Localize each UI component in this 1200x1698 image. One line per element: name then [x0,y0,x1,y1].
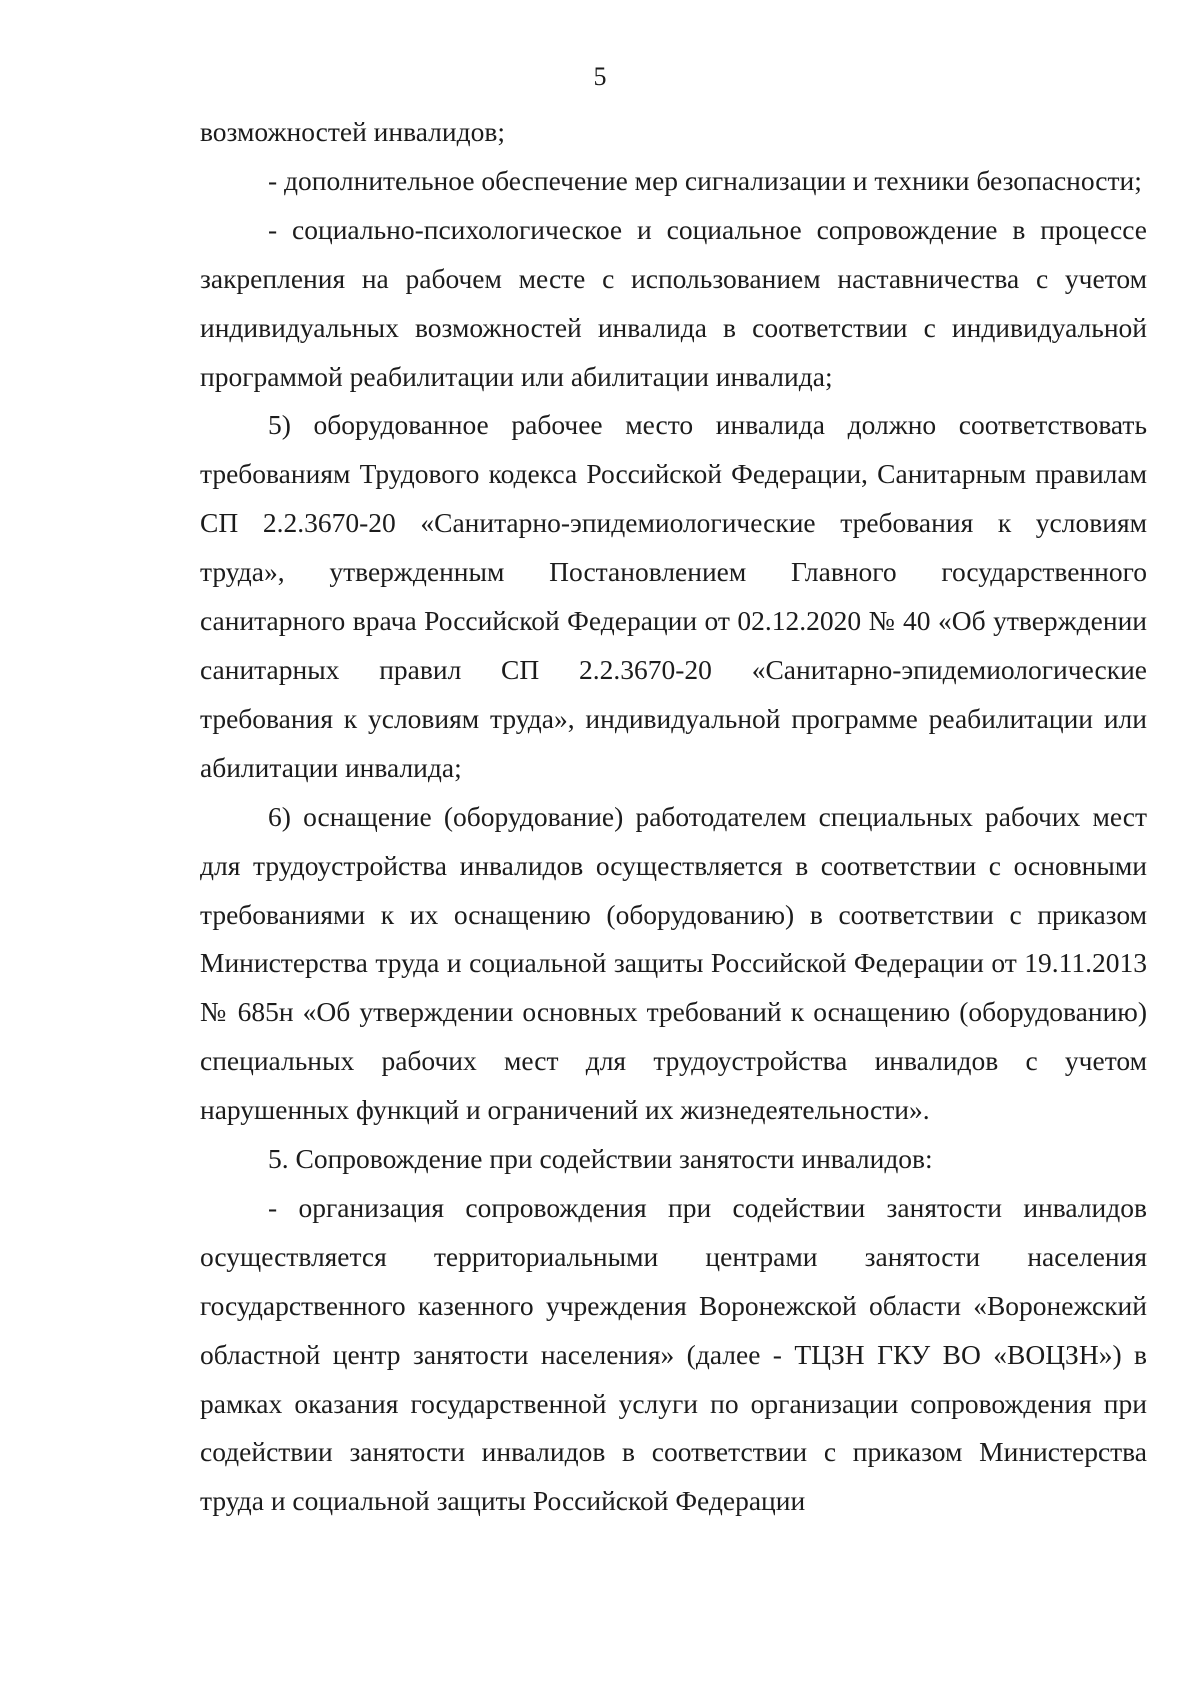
paragraph-social-support: - социально-психологическое и социальное сопровождение в процессе закрепления на рабочем месте с использованием наставничества с учетом индивидуальных возможностей инвалида в соответствии с индивидуальной программой реабилитации или абилитации инвалида; [200,213,1147,392]
paragraph-continuation: возможностей инвалидов; [200,116,505,147]
paragraph-item-5: 5) оборудованное рабочее место инвалида должно соответствовать требованиям Трудового кодекса Российской Федерации, Санитарным правилам СП 2.2.3670-20 «Санитарно-эпидемиологические требования к условиям труда», утвержденным Постановлением Главного государственного санитарного врача Российской Федерации от 02.12.2020 № 40 «Об утверждении санитарных правил СП 2.2.3670-20 «Санитарно-эпидемиологические требования к условиям труда», индивидуальной программе реабилитации или абилитации инвалида; [200,409,1147,783]
paragraph-item-6: 6) оснащение (оборудование) работодателем специальных рабочих мест для трудоустройства инвалидов осуществляется в соответствии с основными требованиями к их оснащению (оборудованию) в соответствии с приказом Министерства труда и социальной защиты Российской Федерации от 19.11.2013 № 685н «Об утверждении основных требований к оснащению (оборудованию) специальных рабочих мест для трудоустройства инвалидов с учетом нарушенных функций и ограничений их жизнедеятельности». [200,800,1147,1126]
page-number: 5 [593,62,607,91]
section-heading-5: 5. Сопровождение при содействии занятости инвалидов: [268,1143,933,1175]
document-body [200,108,1147,1526]
paragraph-alarm-safety: - дополнительное обеспечение мер сигнализации и техники безопасности; [268,164,1142,196]
paragraph-support-organization: - организация сопровождения при содействии занятости инвалидов осуществляется территориальными центрами занятости населения государственного казенного учреждения Воронежской области «Воронежский областной центр занятости населения» (далее - ТЦЗН ГКУ ВО «ВОЦЗН») в рамках оказания государственной услуги по организации сопровождения при содействии занятости инвалидов в соответствии с приказом Министерства труда и социальной защиты Российской Федерации [200,1191,1147,1517]
